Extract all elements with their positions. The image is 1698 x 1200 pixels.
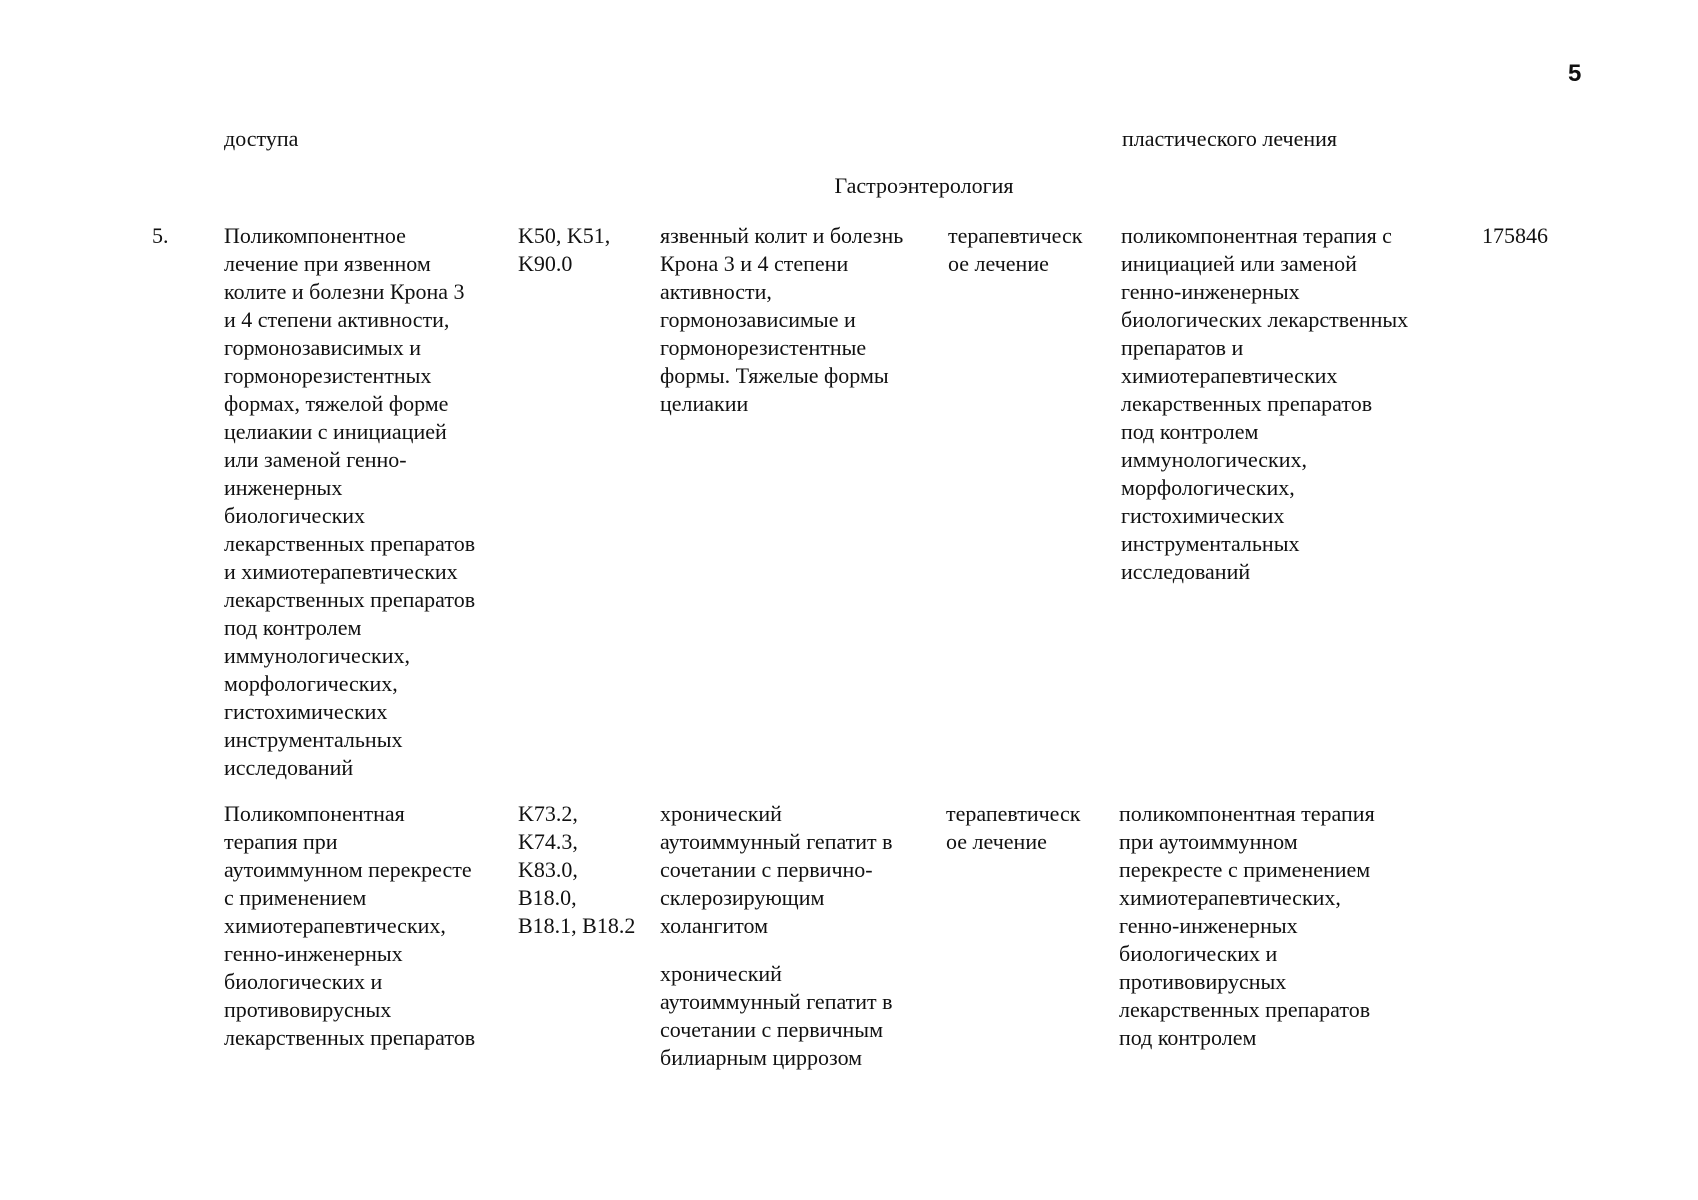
patient-model: хронический аутоиммунный гепатит в сочетании с первичным билиарным циррозом	[660, 961, 893, 1070]
page-number: 5	[1568, 60, 1582, 87]
continued-text-left: доступа	[224, 126, 299, 151]
cost-value: 175846	[1482, 223, 1548, 248]
section-heading: Гастроэнтерология	[834, 173, 1014, 198]
treatment-name: Поликомпонентная терапия при аутоиммунном перекресте с применением химиотерапевтических, генно-инженерных биологических и противовирусных лекарственных препаратов	[224, 801, 476, 1050]
row-number: 5.	[152, 223, 169, 248]
treatment-method: поликомпонентная терапия с инициацией или заменой генно-инженерных биологических лекарственных препаратов и химиотерапевтических лекарственных препаратов под контролем иммунологических, морфологических, гистохимических инструментальных исследований	[1121, 223, 1409, 584]
patient-model: язвенный колит и болезнь Крона 3 и 4 степени активности, гормонозависимые и гормонорезистентные формы. Тяжелые формы целиакии	[660, 223, 904, 416]
continued-text-right: пластического лечения	[1122, 126, 1338, 151]
patient-model: хронический аутоиммунный гепатит в сочетании с первично- склерозирующим холангитом	[660, 801, 893, 938]
icd-codes: K73.2, K74.3, K83.0, B18.0, B18.1, B18.2	[518, 801, 636, 938]
treatment-name: Поликомпонентное лечение при язвенном колите и болезни Крона 3 и 4 степени активности, гормонозависимых и гормонорезистентных формах, тяжелой форме целиакии с инициацией или заменой генно- инженерных биологических лекарственных препаратов и химиотерапевтических лекарственных препаратов под контролем иммунологических, морфологических, гистохимических инструментальных исследований	[224, 223, 476, 780]
treatment-method: поликомпонентная терапия при аутоиммунном перекресте с применением химиотерапевтических, генно-инженерных биологических и противовирусных лекарственных препаратов под контролем	[1119, 801, 1375, 1050]
treatment-type: терапевтическ ое лечение	[948, 223, 1083, 276]
icd-codes: K50, K51, K90.0	[518, 223, 611, 276]
treatment-type: терапевтическ ое лечение	[946, 801, 1081, 854]
